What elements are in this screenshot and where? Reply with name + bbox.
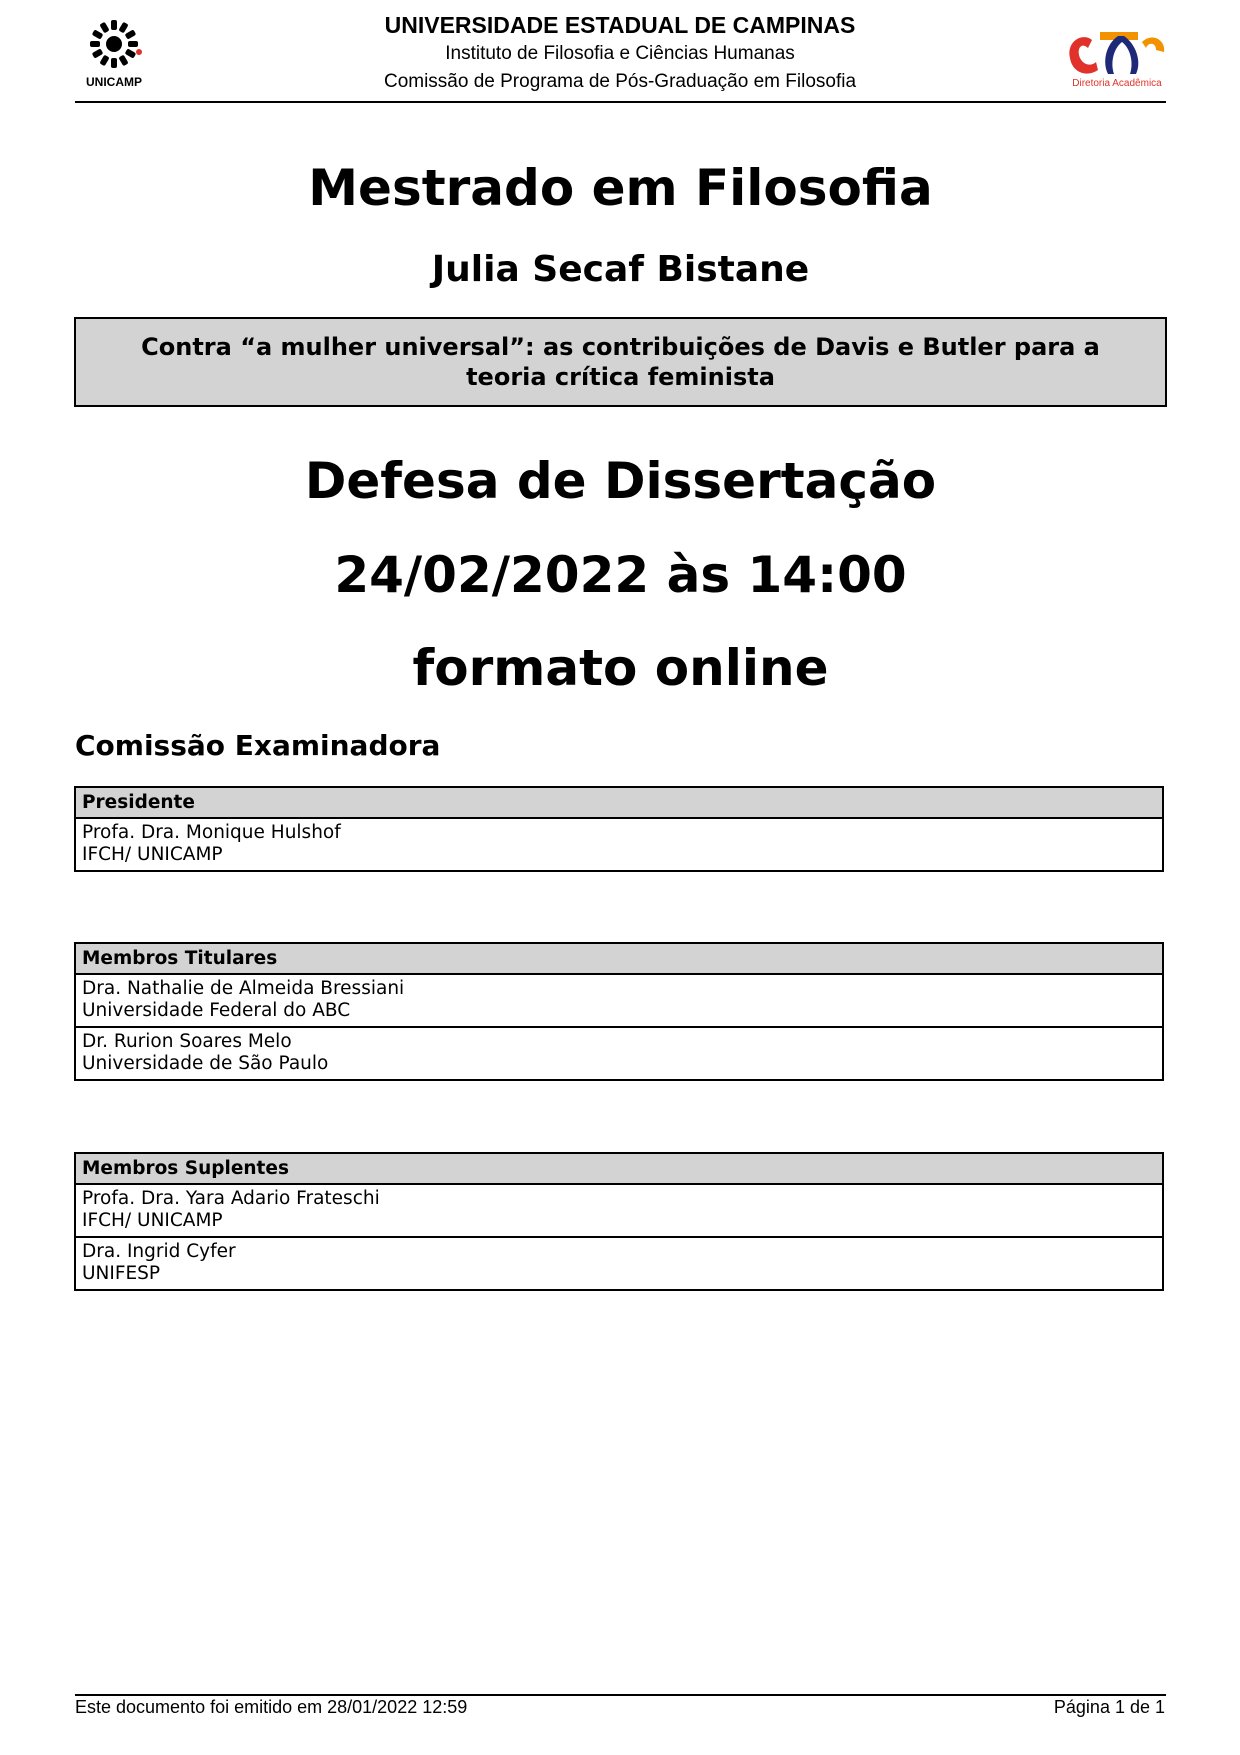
member-name: Profa. Dra. Monique Hulshof <box>82 822 341 843</box>
table-row <box>76 1026 1162 1079</box>
member-name: Dra. Ingrid Cyfer <box>82 1241 236 1262</box>
page-number: Página 1 de 1 <box>1053 1697 1165 1717</box>
event-format: formato online <box>412 639 829 697</box>
event-datetime: 24/02/2022 às 14:00 <box>334 546 907 604</box>
member-name: Profa. Dra. Yara Adario Frateschi <box>82 1188 380 1209</box>
program-title: Mestrado em Filosofia <box>308 159 933 217</box>
university-name: UNIVERSIDADE ESTADUAL DE CAMPINAS <box>384 12 856 38</box>
unicamp-logo-label: UNICAMP <box>86 75 142 89</box>
table-header: Membros Suplentes <box>76 1154 1162 1185</box>
table-header: Membros Titulares <box>76 944 1162 975</box>
committee-heading: Comissão Examinadora <box>75 729 441 762</box>
table-row <box>76 975 1162 1026</box>
issue-date: Este documento foi emitido em 28/01/2022 12:59 <box>75 1697 468 1717</box>
alternate-members-table <box>74 1152 1164 1291</box>
member-institution: UNIFESP <box>82 1263 161 1284</box>
event-title: Defesa de Dissertação <box>304 452 937 510</box>
table-header: Presidente <box>76 788 1162 819</box>
thesis-title: Contra “a mulher universal”: as contribuições de Davis e Butler para a teoria crítica feminista <box>141 333 1100 391</box>
table-row <box>76 1236 1162 1289</box>
commission-name: Comissão de Programa de Pós-Graduação em Filosofia <box>383 71 857 92</box>
header-divider <box>75 101 1166 103</box>
member-institution: Universidade Federal do ABC <box>82 1000 351 1021</box>
unicamp-logo-icon <box>80 18 160 93</box>
letterhead <box>300 10 940 96</box>
member-name: Dra. Nathalie de Almeida Bressiani <box>82 978 405 999</box>
diretoria-logo-label: Diretoria Acadêmica <box>1072 78 1162 89</box>
institute-name: Instituto de Filosofia e Ciências Humanas <box>445 43 795 64</box>
member-name: Dr. Rurion Soares Melo <box>82 1031 292 1052</box>
titular-members-table <box>74 942 1164 1081</box>
member-institution: IFCH/ UNICAMP <box>82 844 223 865</box>
table-row <box>76 1185 1162 1236</box>
thesis-title-box <box>74 317 1167 407</box>
president-table <box>74 786 1164 872</box>
table-row <box>76 819 1162 870</box>
student-name: Julia Secaf Bistane <box>431 249 810 290</box>
diretoria-academica-logo-icon <box>1062 22 1172 94</box>
member-institution: Universidade de São Paulo <box>82 1053 329 1074</box>
member-institution: IFCH/ UNICAMP <box>82 1210 223 1231</box>
